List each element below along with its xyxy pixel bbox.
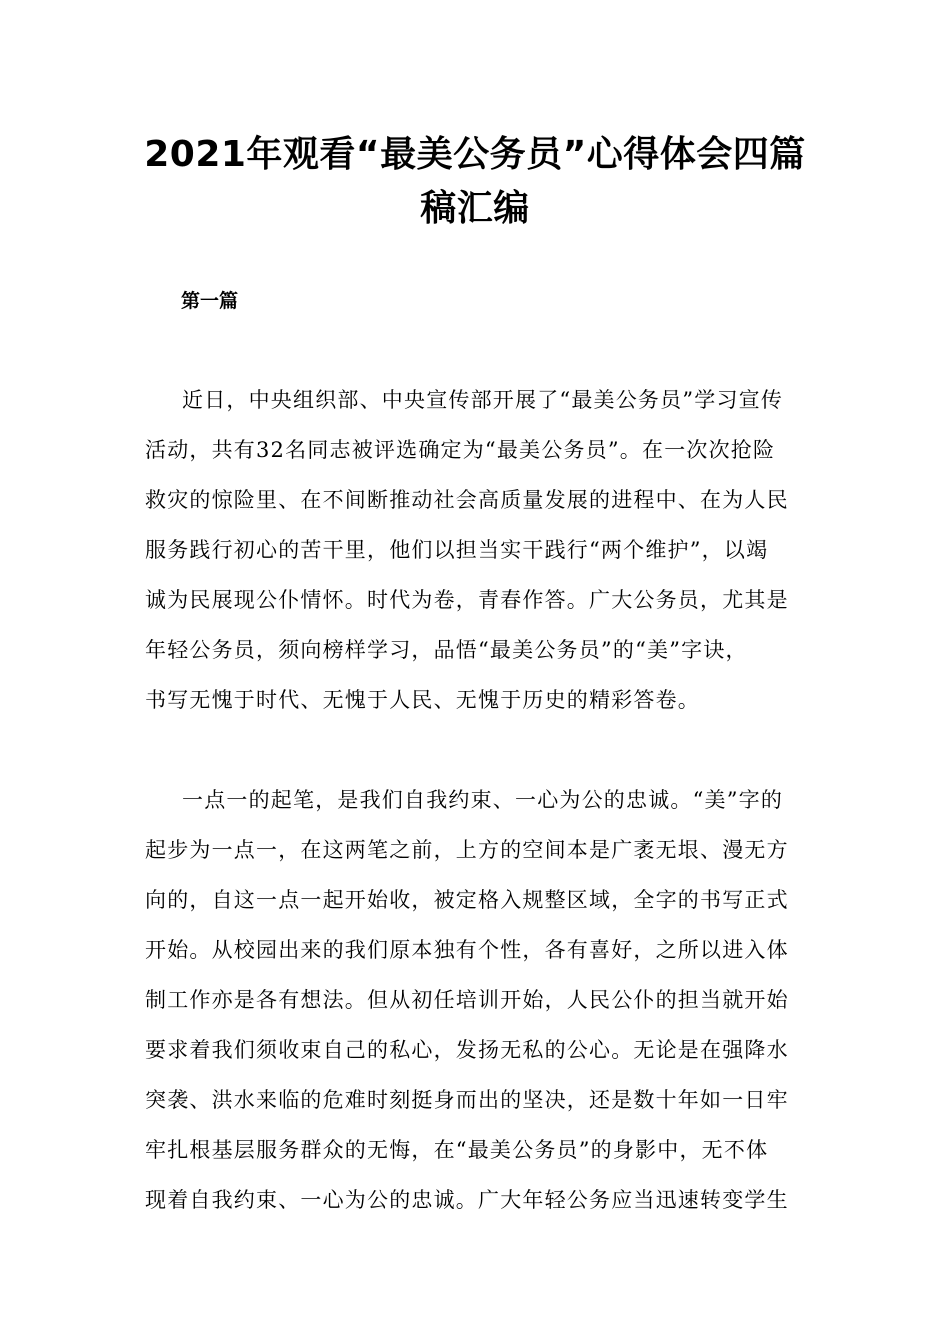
paragraph-2 xyxy=(145,775,810,1225)
paragraph-line: 救灾的惊险里、在不间断推动社会高质量发展的进程中、在为人民 xyxy=(145,488,789,512)
document-title xyxy=(140,128,810,236)
paragraph-line: 诚为民展现公仆情怀。时代为卷，青春作答。广大公务员，尤其是 xyxy=(145,588,789,612)
paragraph-line: 现着自我约束、一心为公的忠诚。广大年轻公务应当迅速转变学生 xyxy=(145,1188,789,1212)
paragraph-1 xyxy=(145,375,810,725)
paragraph-line: 牢扎根基层服务群众的无悔，在“最美公务员”的身影中，无不体 xyxy=(145,1138,769,1162)
paragraph-line: 向的，自这一点一起开始收，被定格入规整区域，全字的书写正式 xyxy=(145,888,789,912)
paragraph-line: 服务践行初心的苦干里，他们以担当实干践行“两个维护”，以竭 xyxy=(145,538,769,562)
paragraph-line: 活动，共有32名同志被评选确定为“最美公务员”。在一次次抢险 xyxy=(145,438,776,462)
paragraph-line: 年轻公务员，须向榜样学习，品悟“最美公务员”的“美”字诀， xyxy=(145,638,748,662)
section-heading: 第一篇 xyxy=(181,290,239,312)
title-line-2: 稿汇编 xyxy=(420,188,530,229)
paragraph-line: 起步为一点一，在这两笔之前，上方的空间本是广袤无垠、漫无方 xyxy=(145,838,789,862)
paragraph-line: 要求着我们须收束自己的私心，发扬无私的公心。无论是在强降水 xyxy=(145,1038,789,1062)
paragraph-line: 书写无愧于时代、无愧于人民、无愧于历史的精彩答卷。 xyxy=(145,688,700,712)
title-line-1: 2021年观看“最美公务员”心得体会四篇 xyxy=(144,134,806,175)
paragraph-line: 近日，中央组织部、中央宣传部开展了“最美公务员”学习宣传 xyxy=(182,388,784,412)
paragraph-line: 突袭、洪水来临的危难时刻挺身而出的坚决，还是数十年如一日牢 xyxy=(145,1088,789,1112)
paragraph-line: 一点一的起笔，是我们自我约束、一心为公的忠诚。“美”字的 xyxy=(182,788,784,812)
paragraph-line: 开始。从校园出来的我们原本独有个性，各有喜好，之所以进入体 xyxy=(145,938,789,962)
paragraph-line: 制工作亦是各有想法。但从初任培训开始，人民公仆的担当就开始 xyxy=(145,988,789,1012)
